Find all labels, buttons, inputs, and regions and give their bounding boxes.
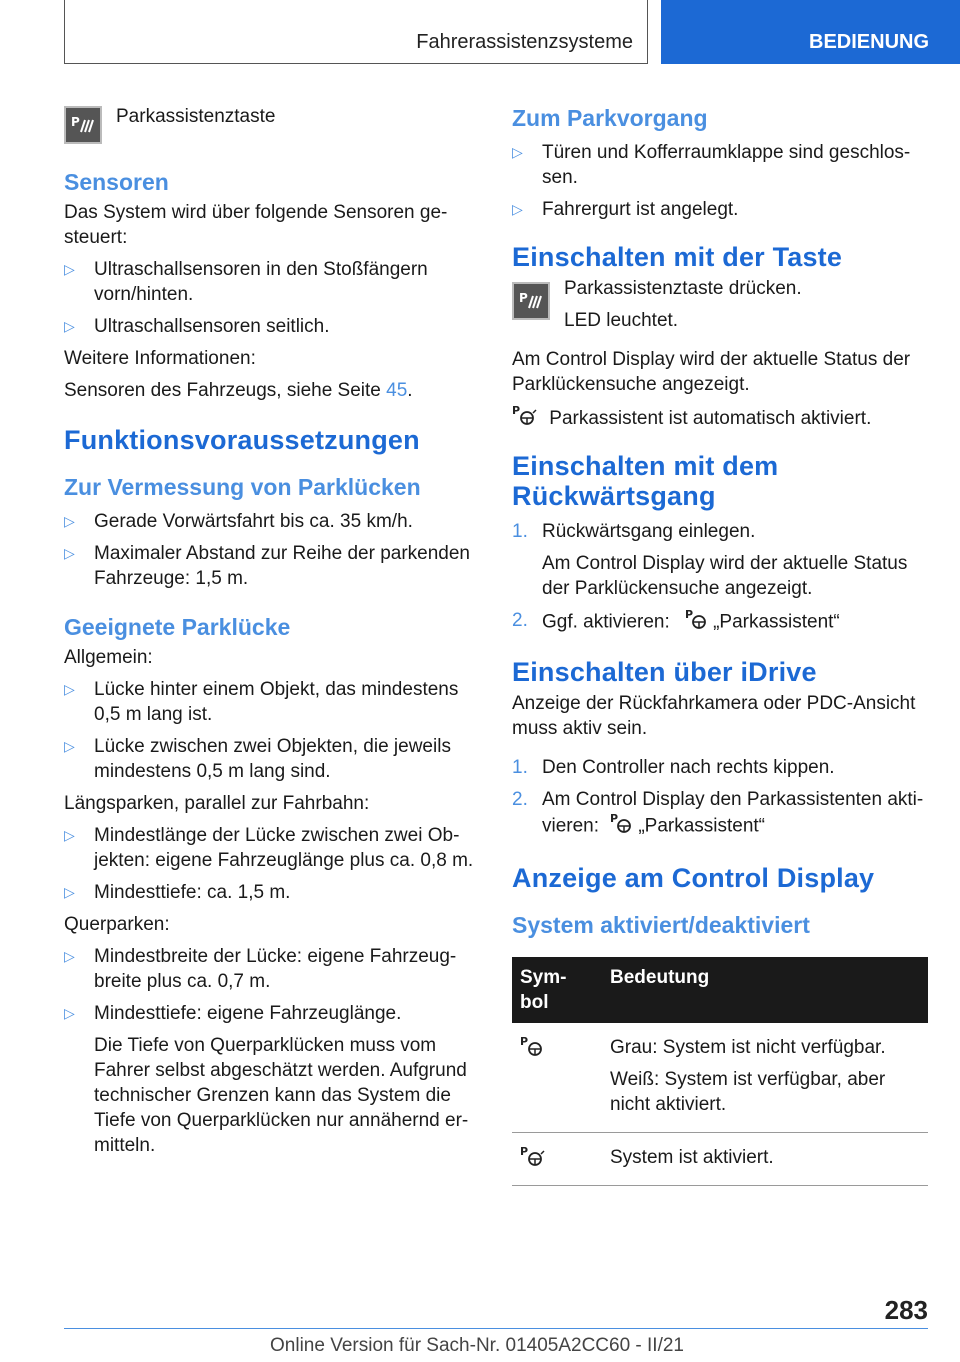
parking-assistant-active-icon (520, 1145, 546, 1174)
list-item: ▷ Lücke hinter einem Objekt, das mindestens 0,5 m lang ist. (64, 679, 459, 725)
list-item: 1. Rückwärtsgang einlegen. (512, 521, 756, 542)
bullet-triangle-icon: ▷ (64, 513, 75, 529)
bullet-triangle-icon: ▷ (512, 201, 523, 217)
parking-assistant-icon (610, 812, 632, 841)
anzeige-heading: Anzeige am Control Display (512, 863, 875, 893)
taste-led: LED leuchtet. (564, 310, 679, 331)
allgemein-label: Allgemein: (64, 647, 153, 668)
list-item: 2. Am Control Display den Parkassistenten akti-vieren: P „Parkassistent“ (512, 787, 928, 841)
taste-display: Am Control Display wird der aktuelle Status der Parklückensuche angezeigt. (512, 349, 911, 395)
park-assist-key-icon (512, 282, 550, 320)
vermessung-heading: Zur Vermessung von Parklücken (64, 474, 421, 500)
page-link[interactable]: 45 (386, 380, 408, 401)
bullet-triangle-icon: ▷ (64, 738, 75, 754)
header-chapter-title: BEDIENUNG (809, 31, 930, 53)
table-cell-meaning: Grau: System ist nicht verfügbar. Weiß: System ist verfügbar, aber nicht aktiviert. (602, 1023, 928, 1133)
bullet-triangle-icon: ▷ (64, 884, 75, 900)
park-key-row (512, 276, 928, 333)
list-item: ▷ Mindestbreite der Lücke: eigene Fahrzeug-breite plus ca. 0,7 m. (64, 946, 457, 992)
quer-note: Die Tiefe von Querparklücken muss vom Fahrer selbst abgeschätzt werden. Aufgrund technischer Grenzen kann das System die Tiefe von Querparklücken nur annähernd er-mitteln. (94, 1035, 469, 1156)
table-cell-symbol (512, 1023, 602, 1133)
svg-text:P: P (519, 291, 528, 305)
table-row (512, 1133, 928, 1186)
parking-assistant-icon (685, 608, 707, 637)
bullet-triangle-icon: ▷ (64, 318, 75, 334)
bullet-triangle-icon: ▷ (512, 144, 523, 160)
list-item: ▷ Türen und Kofferraumklappe sind geschlos-sen. (512, 142, 911, 188)
table-row (512, 1023, 928, 1133)
list-item: ▷ Fahrergurt ist angelegt. (512, 199, 739, 220)
more-info-label: Weitere Informationen: (64, 348, 256, 369)
funktion-heading: Funktionsvoraussetzungen (64, 425, 420, 455)
footer-divider (64, 1328, 928, 1329)
bullet-triangle-icon: ▷ (64, 1005, 75, 1021)
col-symbol-header: Sym-bol (512, 957, 602, 1023)
list-item: ▷ Ultraschallsensoren in den Stoßfängern vorn/hinten. (64, 259, 428, 305)
list-item: ▷ Maximaler Abstand zur Reihe der parkenden Fahrzeuge: 1,5 m. (64, 543, 470, 589)
right-column (512, 104, 928, 1186)
geeignet-heading: Geeignete Parklücke (64, 614, 291, 640)
sensoren-intro: Das System wird über folgende Sensoren ge-steuert: (64, 202, 448, 248)
svg-text:P: P (520, 1145, 529, 1158)
svg-text:P: P (520, 1035, 529, 1048)
parking-assistant-active-icon (512, 404, 538, 433)
table-cell-symbol (512, 1133, 602, 1186)
taste-auto-row: P Parkassistent ist automatisch aktiviert. (512, 404, 928, 433)
sensor-reference: Sensoren des Fahrzeugs, siehe Seite 45. (64, 380, 413, 401)
svg-text:P: P (71, 115, 80, 129)
list-item: ▷ Mindesttiefe: ca. 1,5 m. (64, 882, 291, 903)
list-item: ▷ Mindesttiefe: eigene Fahrzeuglänge. (64, 1003, 402, 1024)
col-meaning-header: Bedeutung (602, 957, 928, 1023)
header-section-tab (64, 0, 648, 64)
svg-text:P: P (685, 608, 694, 621)
page-number: 283 (884, 1295, 928, 1325)
aktiviert-heading: System aktiviert/deaktiviert (512, 912, 810, 938)
sensoren-heading: Sensoren (64, 169, 169, 195)
footer-online-version: Online Version für Sach-Nr. 01405A2CC60 - II/21 (270, 1335, 685, 1356)
svg-text:P: P (610, 812, 619, 825)
rueck-heading: Einschalten mit dem Rückwärtsgang (512, 451, 779, 511)
parkvorgang-heading: Zum Parkvorgang (512, 105, 708, 131)
bullet-triangle-icon: ▷ (64, 681, 75, 697)
svg-text:P: P (512, 404, 521, 417)
laengs-label: Längsparken, parallel zur Fahrbahn: (64, 793, 370, 814)
rueck-step1-note: Am Control Display wird der aktuelle Status der Parklückensuche angezeigt. (542, 553, 908, 599)
symbol-table (512, 957, 928, 1186)
taste-step: Parkassistenztaste drücken. (564, 278, 802, 299)
list-item: ▷ Mindestlänge der Lücke zwischen zwei Ob-jekten: eigene Fahrzeuglänge plus ca. 0,8 m. (64, 825, 474, 871)
parking-assistant-inactive-icon (520, 1035, 544, 1064)
bullet-triangle-icon: ▷ (64, 827, 75, 843)
header-chapter-tab (661, 0, 960, 64)
taste-heading: Einschalten mit der Taste (512, 242, 843, 272)
header-section-title: Fahrerassistenzsysteme (416, 31, 633, 53)
park-key-row (64, 100, 478, 140)
table-header-row (512, 957, 928, 1023)
idrive-heading: Einschalten über iDrive (512, 657, 817, 687)
left-column (64, 100, 478, 1165)
idrive-intro: Anzeige der Rückfahrkamera oder PDC-Ansicht muss aktiv sein. (512, 693, 916, 739)
list-item: ▷ Lücke zwischen zwei Objekten, die jeweils mindestens 0,5 m lang sind. (64, 736, 451, 782)
list-item: ▷ Gerade Vorwärtsfahrt bis ca. 35 km/h. (64, 511, 413, 532)
quer-label: Querparken: (64, 914, 170, 935)
list-item: ▷ Ultraschallsensoren seitlich. (64, 316, 330, 337)
bullet-triangle-icon: ▷ (64, 545, 75, 561)
bullet-triangle-icon: ▷ (64, 261, 75, 277)
table-cell-meaning: System ist aktiviert. (602, 1133, 928, 1186)
list-item: 2. Ggf. aktivieren: P „Parkassistent“ (512, 608, 928, 637)
park-assist-key-icon (64, 106, 102, 144)
bullet-triangle-icon: ▷ (64, 948, 75, 964)
list-item: 1. Den Controller nach rechts kippen. (512, 757, 835, 778)
park-key-caption: Parkassistenztaste (116, 106, 276, 127)
